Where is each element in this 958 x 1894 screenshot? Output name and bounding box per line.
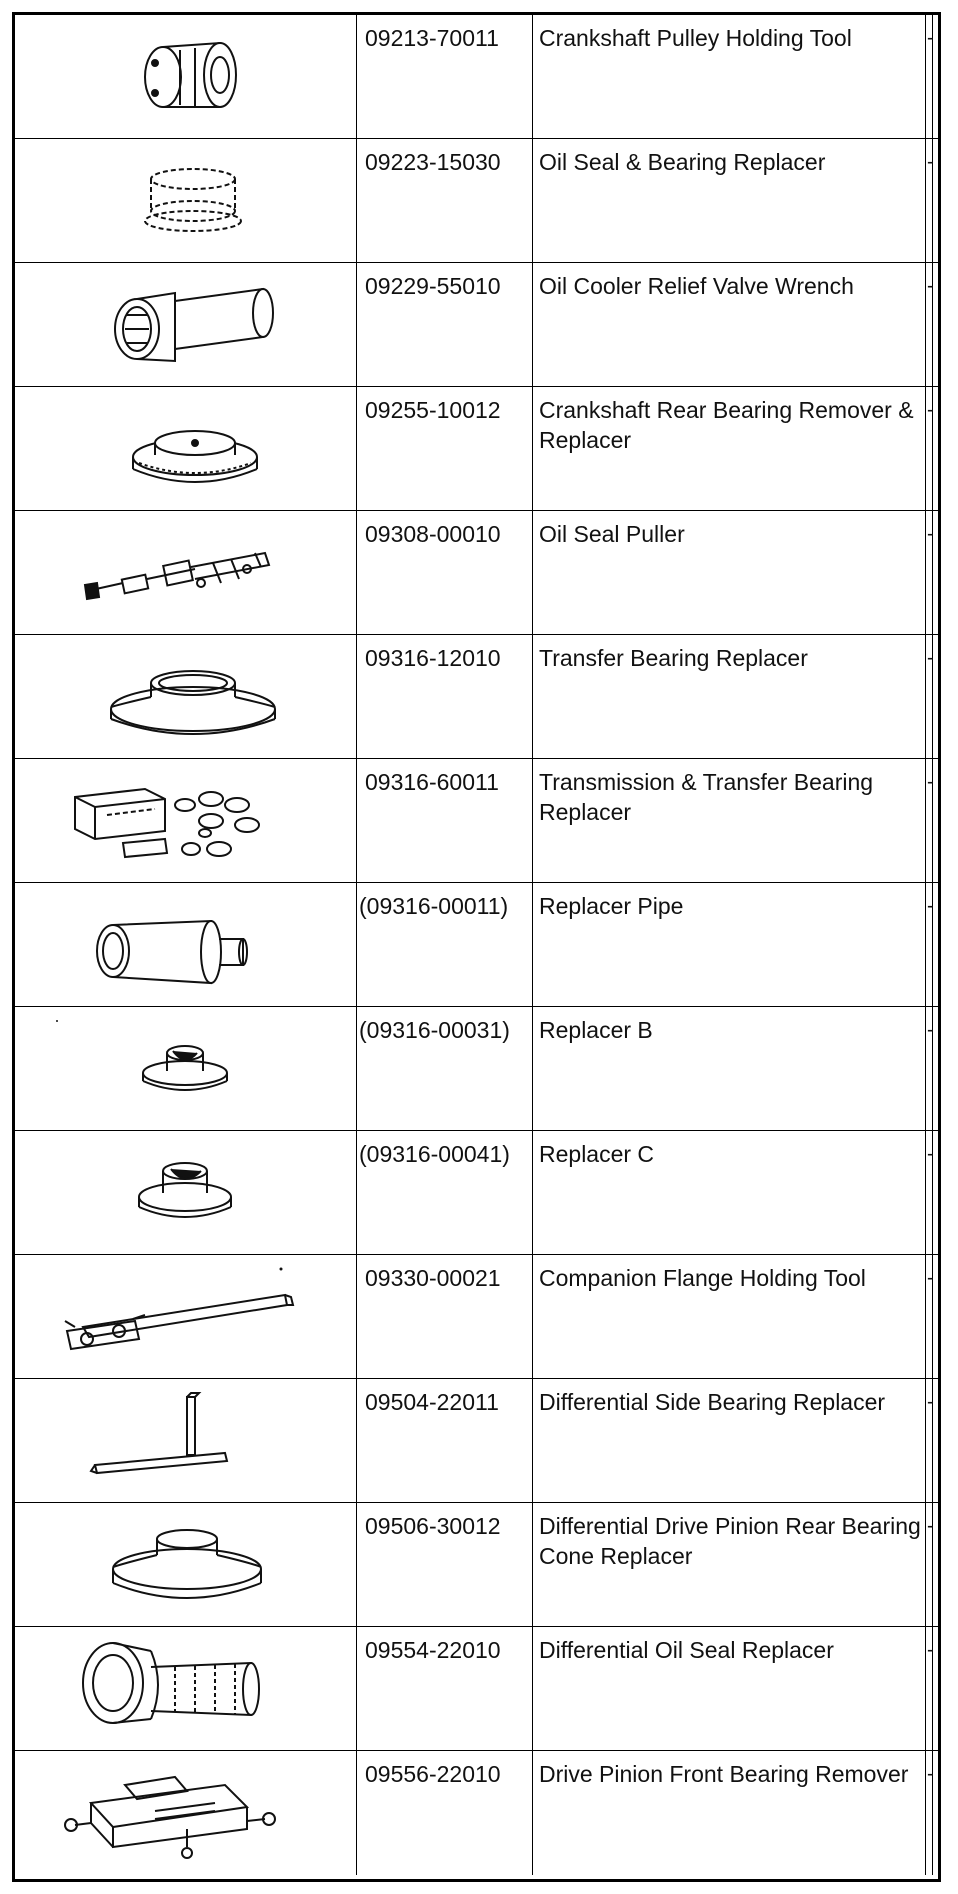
table-row (15, 1627, 938, 1751)
tool-illustration-cell (15, 1255, 357, 1378)
note-dash: - (927, 275, 934, 297)
tool-name: Crankshaft Pulley Holding Tool (539, 25, 852, 51)
note-cell (926, 139, 938, 262)
part-number-cell (357, 387, 533, 510)
tool-name-cell (533, 511, 926, 634)
note-cell (926, 263, 938, 386)
tool-illustration-cell (15, 1627, 357, 1750)
tool-name: Replacer Pipe (539, 893, 684, 919)
part-number-cell (357, 1751, 533, 1875)
tool-name-cell (533, 1503, 926, 1626)
tool-illustration-cell (15, 635, 357, 758)
part-number-cell (357, 1007, 533, 1130)
note-cell (926, 1379, 938, 1502)
part-number: 09223-15030 (365, 149, 501, 175)
note-cell (926, 1627, 938, 1750)
part-number: 09316-12010 (365, 645, 501, 671)
note-cell (926, 1751, 938, 1875)
oil-seal-bearing-replacer-icon (15, 139, 357, 263)
part-number-cell (357, 635, 533, 758)
tool-illustration-cell (15, 511, 357, 634)
table-row (15, 1131, 938, 1255)
note-cell (926, 511, 938, 634)
note-dash: - (927, 895, 934, 917)
bearing-cone-replacer-icon (15, 1503, 357, 1627)
tool-illustration-cell (15, 1007, 357, 1130)
tool-name: Oil Seal & Bearing Replacer (539, 149, 826, 175)
tool-name-cell (533, 1007, 926, 1130)
part-number: (09316-00041) (359, 1141, 510, 1167)
table-row (15, 1255, 938, 1379)
note-dash: - (927, 1019, 934, 1041)
tool-illustration-cell (15, 1379, 357, 1502)
flange-holding-tool-icon (15, 1255, 357, 1379)
special-tools-table (12, 12, 941, 1882)
tool-name: Drive Pinion Front Bearing Remover (539, 1761, 909, 1787)
part-number: 09316-60011 (365, 769, 499, 795)
tool-name: Replacer C (539, 1141, 655, 1167)
part-number-cell (357, 511, 533, 634)
note-dash: - (927, 399, 934, 421)
tool-name-cell (533, 1751, 926, 1875)
tool-name: Oil Cooler Relief Valve Wrench (539, 273, 854, 299)
tool-name-cell (533, 759, 926, 882)
differential-oil-seal-replacer-icon (15, 1627, 357, 1751)
note-cell (926, 1503, 938, 1626)
crankshaft-pulley-holding-tool-icon (15, 15, 357, 139)
table-row (15, 759, 938, 883)
replacer-pipe-icon (15, 883, 357, 1007)
part-number-cell (357, 1503, 533, 1626)
note-dash: - (927, 771, 934, 793)
table-row (15, 635, 938, 759)
tool-name-cell (533, 1131, 926, 1254)
note-dash: - (927, 1391, 934, 1413)
table-row (15, 387, 938, 511)
part-number-cell (357, 759, 533, 882)
part-number-cell (357, 139, 533, 262)
tool-illustration-cell (15, 759, 357, 882)
replacer-c-icon (15, 1131, 357, 1255)
note-cell (926, 759, 938, 882)
part-number: 09506-30012 (365, 1513, 501, 1539)
part-number: 09554-22010 (365, 1637, 501, 1663)
note-dash: - (927, 1267, 934, 1289)
table-row (15, 139, 938, 263)
tool-name-cell (533, 1255, 926, 1378)
tool-name-cell (533, 387, 926, 510)
note-dash: - (927, 1143, 934, 1165)
relief-valve-wrench-icon (15, 263, 357, 387)
part-number-cell (357, 1627, 533, 1750)
table-row (15, 1503, 938, 1627)
tool-name-cell (533, 1379, 926, 1502)
table-row (15, 15, 938, 139)
note-dash: - (927, 1763, 934, 1785)
table-row (15, 883, 938, 1007)
part-number: 09213-70011 (365, 25, 499, 51)
tool-name-cell (533, 263, 926, 386)
table-row (15, 263, 938, 387)
note-dash: - (927, 647, 934, 669)
transfer-bearing-replacer-icon (15, 635, 357, 759)
note-cell (926, 883, 938, 1006)
tool-illustration-cell (15, 1503, 357, 1626)
tool-illustration-cell (15, 139, 357, 262)
part-number: 09229-55010 (365, 273, 501, 299)
part-number: 09330-00021 (365, 1265, 501, 1291)
tool-name: Companion Flange Holding Tool (539, 1265, 866, 1291)
note-dash: - (927, 523, 934, 545)
part-number: 09504-22011 (365, 1389, 499, 1415)
replacer-b-icon (15, 1007, 357, 1131)
table-row (15, 1379, 938, 1503)
note-cell (926, 387, 938, 510)
tool-illustration-cell (15, 1131, 357, 1254)
part-number: (09316-00011) (359, 893, 509, 919)
tool-name: Differential Oil Seal Replacer (539, 1637, 834, 1663)
part-number: 09255-10012 (365, 397, 501, 423)
tool-name-cell (533, 139, 926, 262)
tool-illustration-cell (15, 263, 357, 386)
side-bearing-replacer-icon (15, 1379, 357, 1503)
bearing-replacer-set-icon (15, 759, 357, 883)
tool-illustration-cell (15, 387, 357, 510)
note-dash: - (927, 1639, 934, 1661)
note-cell (926, 1007, 938, 1130)
tool-illustration-cell (15, 15, 357, 138)
tool-name: Differential Drive Pinion Rear Bearing Cone Replacer (539, 1513, 921, 1569)
tool-name: Oil Seal Puller (539, 521, 685, 547)
tool-name: Transfer Bearing Replacer (539, 645, 808, 671)
part-number-cell (357, 1255, 533, 1378)
tool-name-cell (533, 635, 926, 758)
tool-illustration-cell (15, 883, 357, 1006)
part-number-cell (357, 15, 533, 138)
part-number-cell (357, 1131, 533, 1254)
note-dash: - (927, 27, 934, 49)
tool-name-cell (533, 883, 926, 1006)
tool-illustration-cell (15, 1751, 357, 1875)
table-row (15, 511, 938, 635)
tool-name-cell (533, 1627, 926, 1750)
table-row (15, 1751, 938, 1875)
note-cell (926, 1255, 938, 1378)
rear-bearing-remover-icon (15, 387, 357, 511)
part-number: 09556-22010 (365, 1761, 501, 1787)
part-number: 09308-00010 (365, 521, 501, 547)
tool-name-cell (533, 15, 926, 138)
front-bearing-remover-icon (15, 1751, 357, 1875)
tool-name: Differential Side Bearing Replacer (539, 1389, 886, 1415)
part-number-cell (357, 263, 533, 386)
note-dash: - (927, 1515, 934, 1537)
oil-seal-puller-icon (15, 511, 357, 635)
note-cell (926, 635, 938, 758)
tool-name: Transmission & Transfer Bearing Replacer (539, 769, 874, 825)
note-cell (926, 15, 938, 138)
tool-name: Replacer B (539, 1017, 653, 1043)
tool-name: Crankshaft Rear Bearing Remover & Replacer (539, 397, 914, 453)
note-cell (926, 1131, 938, 1254)
part-number-cell (357, 883, 533, 1006)
table-row (15, 1007, 938, 1131)
note-dash: - (927, 151, 934, 173)
part-number-cell (357, 1379, 533, 1502)
part-number: (09316-00031) (359, 1017, 510, 1043)
